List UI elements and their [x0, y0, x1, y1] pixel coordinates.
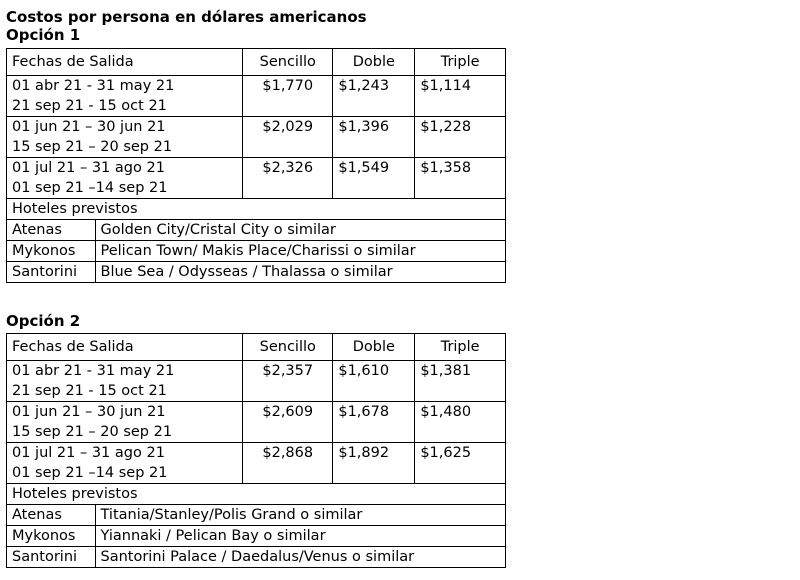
hotels-label: Hoteles previstos [7, 198, 505, 219]
date-range: 21 sep 21 - 15 oct 21 [12, 97, 167, 114]
price-table [7, 334, 505, 483]
date-range: 01 abr 21 - 31 may 21 [12, 77, 175, 94]
sencillo-price: $2,609 [243, 401, 333, 442]
hotel-city: Santorini [7, 546, 95, 567]
column-header: Doble [333, 49, 415, 75]
option-2-label: Opción 2 [6, 312, 81, 330]
column-header: Doble [333, 334, 415, 360]
sencillo-price: $2,357 [243, 360, 333, 401]
table-row [7, 157, 505, 198]
hotel-row [7, 546, 505, 567]
hotel-city: Atenas [7, 219, 95, 240]
column-header: Triple [415, 334, 505, 360]
doble-price: $1,678 [333, 401, 415, 442]
column-header: Fechas de Salida [7, 334, 243, 360]
column-header: Triple [415, 49, 505, 75]
option-1-label: Opción 1 [6, 26, 81, 44]
table-row [7, 360, 505, 401]
option-1-table [6, 48, 506, 283]
hotel-city: Atenas [7, 504, 95, 525]
table-row [7, 442, 505, 483]
dates-cell [7, 360, 243, 401]
doble-price: $1,892 [333, 442, 415, 483]
hotels-label: Hoteles previstos [7, 483, 505, 504]
column-header: Sencillo [243, 49, 333, 75]
table-row [7, 75, 505, 116]
dates-cell [7, 157, 243, 198]
sencillo-price: $2,868 [243, 442, 333, 483]
hotel-names: Yiannaki / Pelican Bay o similar [95, 525, 505, 546]
dates-cell [7, 401, 243, 442]
doble-price: $1,549 [333, 157, 415, 198]
hotels-table [7, 504, 505, 567]
hotel-names: Titania/Stanley/Polis Grand o similar [95, 504, 505, 525]
sencillo-price: $2,326 [243, 157, 333, 198]
column-header: Sencillo [243, 334, 333, 360]
triple-price: $1,625 [415, 442, 505, 483]
date-range: 15 sep 21 – 20 sep 21 [12, 138, 173, 155]
price-table [7, 49, 505, 198]
table-row [7, 401, 505, 442]
hotel-row [7, 525, 505, 546]
header-row [7, 49, 505, 75]
hotel-row [7, 240, 505, 261]
date-range: 01 abr 21 - 31 may 21 [12, 362, 175, 379]
dates-cell [7, 75, 243, 116]
sencillo-price: $1,770 [243, 75, 333, 116]
date-range: 01 jun 21 – 30 jun 21 [12, 118, 166, 135]
hotel-city: Santorini [7, 261, 95, 282]
date-range: 01 sep 21 –14 sep 21 [12, 179, 168, 196]
date-range: 21 sep 21 - 15 oct 21 [12, 382, 167, 399]
hotel-row [7, 504, 505, 525]
hotels-table [7, 219, 505, 282]
dates-cell [7, 442, 243, 483]
sencillo-price: $2,029 [243, 116, 333, 157]
triple-price: $1,381 [415, 360, 505, 401]
hotel-city: Mykonos [7, 240, 95, 261]
triple-price: $1,228 [415, 116, 505, 157]
page-title: Costos por persona en dólares americanos [6, 8, 367, 26]
doble-price: $1,610 [333, 360, 415, 401]
doble-price: $1,243 [333, 75, 415, 116]
triple-price: $1,358 [415, 157, 505, 198]
date-range: 01 jun 21 – 30 jun 21 [12, 403, 166, 420]
triple-price: $1,480 [415, 401, 505, 442]
date-range: 01 jul 21 – 31 ago 21 [12, 444, 165, 461]
hotel-names: Santorini Palace / Daedalus/Venus o similar [95, 546, 505, 567]
doble-price: $1,396 [333, 116, 415, 157]
date-range: 01 sep 21 –14 sep 21 [12, 464, 168, 481]
header-row [7, 334, 505, 360]
column-header: Fechas de Salida [7, 49, 243, 75]
hotel-row [7, 261, 505, 282]
hotel-names: Blue Sea / Odysseas / Thalassa o similar [95, 261, 505, 282]
table-row [7, 116, 505, 157]
option-2-table [6, 333, 506, 568]
hotel-names: Golden City/Cristal City o similar [95, 219, 505, 240]
date-range: 15 sep 21 – 20 sep 21 [12, 423, 173, 440]
hotel-names: Pelican Town/ Makis Place/Charissi o similar [95, 240, 505, 261]
hotel-row [7, 219, 505, 240]
dates-cell [7, 116, 243, 157]
triple-price: $1,114 [415, 75, 505, 116]
hotel-city: Mykonos [7, 525, 95, 546]
date-range: 01 jul 21 – 31 ago 21 [12, 159, 165, 176]
